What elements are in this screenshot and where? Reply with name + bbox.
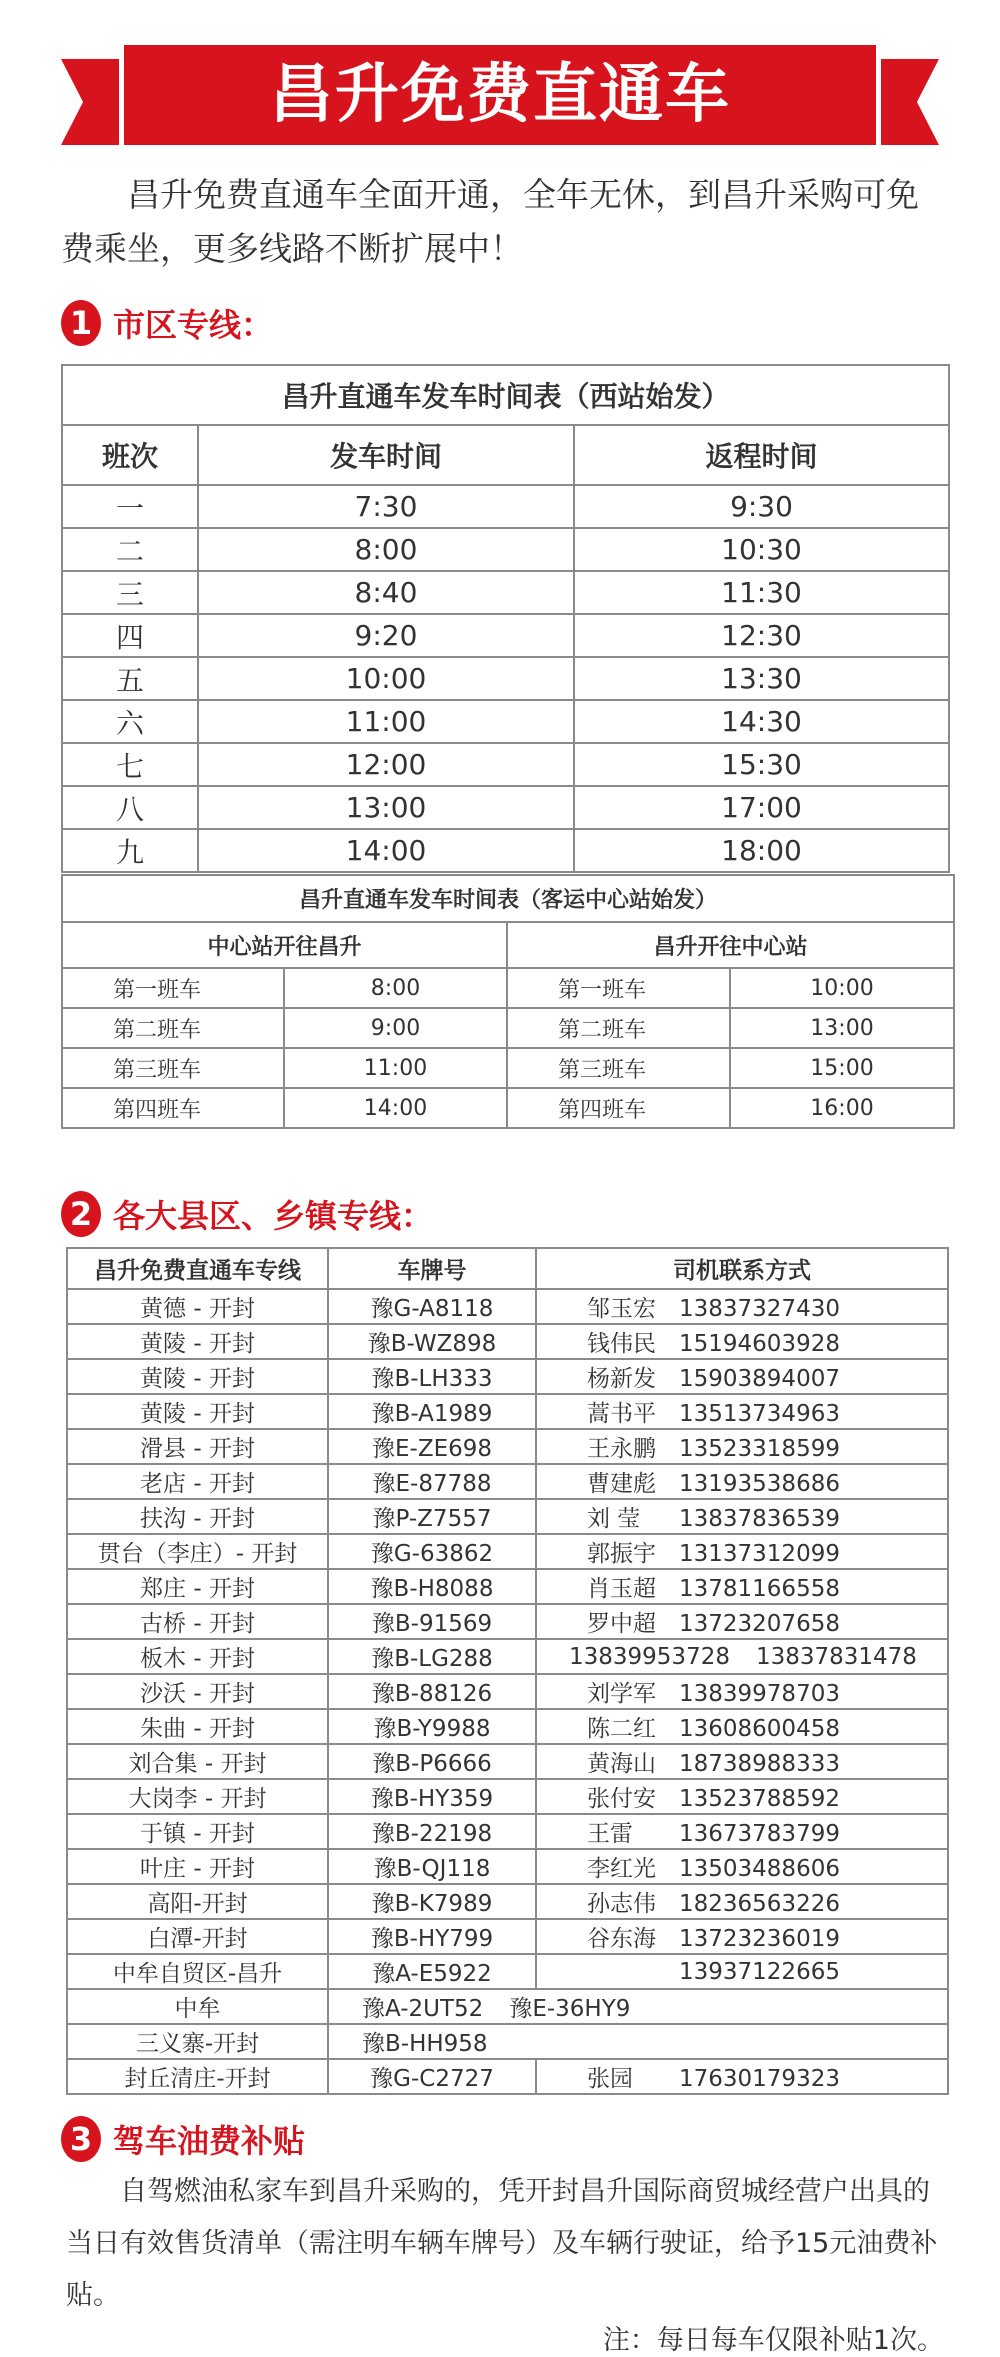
table-cell: 豫B-H8088	[328, 1569, 536, 1604]
table-row	[62, 1088, 954, 1128]
table-row	[67, 1464, 948, 1499]
intro-paragraph	[61, 168, 941, 276]
table-cell	[536, 1709, 948, 1744]
table-cell: 豫E-ZE698	[328, 1429, 536, 1464]
table-cell	[536, 1289, 948, 1324]
table-row	[67, 1674, 948, 1709]
driver-name: 王雷	[587, 1821, 633, 1847]
table-cell: 豫A-E5922	[328, 1954, 536, 1989]
table-cell: 7:30	[198, 485, 574, 528]
phone-number: 13503488606	[679, 1856, 840, 1882]
table-cell: 8:00	[198, 528, 574, 571]
table-cell: 8:00	[284, 968, 507, 1008]
column-header: 昌升免费直通车专线	[67, 1248, 328, 1289]
ribbon-tail-right	[881, 59, 939, 145]
phone-number: 13781166558	[679, 1576, 840, 1602]
table-cell: 大岗李 - 开封	[67, 1779, 328, 1814]
phone-number: 15903894007	[679, 1366, 840, 1392]
table-cell: 豫B-HY359	[328, 1779, 536, 1814]
table-cell: 贯台（李庄）- 开封	[67, 1534, 328, 1569]
table-cell: 六	[62, 700, 198, 743]
table-row	[67, 1569, 948, 1604]
table-row	[62, 786, 949, 829]
table-cell: 15:30	[574, 743, 949, 786]
center-station-timetable	[61, 874, 955, 1129]
table-cell	[536, 1744, 948, 1779]
table-cell: 9:00	[284, 1008, 507, 1048]
table-cell	[536, 2059, 948, 2094]
section-title: 各大县区、乡镇专线：	[113, 1197, 434, 1235]
table-cell: 豫B-LH333	[328, 1359, 536, 1394]
table-cell: 11:00	[198, 700, 574, 743]
driver-name: 王永鹏	[587, 1436, 656, 1462]
driver-name: 陈二红	[587, 1716, 656, 1742]
table-cell: 九	[62, 829, 198, 872]
table-row	[67, 1989, 948, 2024]
table-cell: 豫B-K7989	[328, 1884, 536, 1919]
table-cell: 豫B-91569	[328, 1604, 536, 1639]
table-cell: 八	[62, 786, 198, 829]
table-cell: 13:30	[574, 657, 949, 700]
phone-number: 15194603928	[679, 1331, 840, 1357]
table-row	[62, 743, 949, 786]
table-cell	[536, 1814, 948, 1849]
table-cell: 老店 - 开封	[67, 1464, 328, 1499]
table-cell: 豫B-QJ118	[328, 1849, 536, 1884]
table-cell: 豫B-88126	[328, 1674, 536, 1709]
phone-number: 13839978703	[679, 1681, 840, 1707]
column-header: 车牌号	[328, 1248, 536, 1289]
phone-number: 18738988333	[679, 1751, 840, 1777]
phone-number: 13837836539	[679, 1506, 840, 1532]
table-cell	[536, 1779, 948, 1814]
table-title: 昌升直通车发车时间表（西站始发）	[62, 365, 949, 425]
phone-number: 18236563226	[679, 1891, 840, 1917]
table-cell: 第三班车	[62, 1048, 284, 1088]
driver-name: 刘学军	[587, 1681, 656, 1707]
table-cell	[536, 1674, 948, 1709]
table-row	[62, 1008, 954, 1048]
section-heading-subsidy	[61, 2114, 305, 2164]
table-cell	[328, 2024, 948, 2059]
phone-number: 13608600458	[679, 1716, 840, 1742]
table-cell: 13:00	[730, 1008, 954, 1048]
plate-number: 豫A-2UT52	[362, 1996, 484, 2022]
table-row	[62, 968, 954, 1008]
phone-number: 13673783799	[679, 1821, 840, 1847]
table-row	[67, 1849, 948, 1884]
driver-name: 刘 莹	[587, 1506, 641, 1532]
section-number-badge: 1	[61, 300, 101, 346]
table-cell: 五	[62, 657, 198, 700]
table-cell	[536, 1569, 948, 1604]
table-cell: 扶沟 - 开封	[67, 1499, 328, 1534]
table-cell	[328, 1989, 948, 2024]
table-cell	[536, 1884, 948, 1919]
table-cell: 豫G-63862	[328, 1534, 536, 1569]
county-routes-table	[66, 1247, 949, 2095]
table-row	[62, 485, 949, 528]
table-row	[62, 528, 949, 571]
table-cell: 10:00	[198, 657, 574, 700]
table-cell: 沙沃 - 开封	[67, 1674, 328, 1709]
table-cell: 12:00	[198, 743, 574, 786]
table-cell: 高阳-开封	[67, 1884, 328, 1919]
table-cell: 一	[62, 485, 198, 528]
table-cell: 8:40	[198, 571, 574, 614]
phone-number: 13839953728	[569, 1643, 730, 1670]
table-title: 昌升直通车发车时间表（客运中心站始发）	[62, 875, 954, 922]
column-header: 昌升开往中心站	[507, 922, 954, 968]
table-cell: 13:00	[198, 786, 574, 829]
table-row	[67, 1499, 948, 1534]
table-cell: 11:30	[574, 571, 949, 614]
column-header: 班次	[62, 425, 198, 485]
table-cell: 于镇 - 开封	[67, 1814, 328, 1849]
table-cell: 12:30	[574, 614, 949, 657]
phone-number: 13723236019	[679, 1926, 840, 1952]
table-cell: 14:00	[198, 829, 574, 872]
driver-name: 罗中超	[587, 1611, 656, 1637]
table-cell: 豫B-22198	[328, 1814, 536, 1849]
table-cell: 板木 - 开封	[67, 1639, 328, 1674]
driver-name: 孙志伟	[587, 1891, 656, 1917]
table-cell: 豫E-87788	[328, 1464, 536, 1499]
subsidy-text: 自驾燃油私家车到昌升采购的，凭开封昌升国际商贸城经营户出具的当日有效售货清单（需注明车辆车牌号）及车辆行驶证，给予15元油费补贴。	[66, 2176, 938, 2311]
intro-text: 昌升免费直通车全面开通，全年无休，到昌升采购可免费乘坐，更多线路不断扩展中！	[61, 175, 919, 268]
table-row	[67, 1289, 948, 1324]
table-cell: 豫G-C2727	[328, 2059, 536, 2094]
table-row	[67, 2059, 948, 2094]
table-cell	[536, 1429, 948, 1464]
table-cell: 封丘清庄-开封	[67, 2059, 328, 2094]
driver-name: 郭振宇	[587, 1541, 656, 1567]
table-row	[67, 1429, 948, 1464]
phone-number: 13523788592	[679, 1786, 840, 1812]
table-cell: 15:00	[730, 1048, 954, 1088]
title-banner	[61, 45, 939, 145]
table-cell: 刘合集 - 开封	[67, 1744, 328, 1779]
table-cell: 中牟	[67, 1989, 328, 2024]
table-row	[67, 1534, 948, 1569]
driver-name: 邹玉宏	[587, 1296, 656, 1322]
table-row	[67, 1604, 948, 1639]
table-cell: 16:00	[730, 1088, 954, 1128]
table-cell: 第一班车	[507, 968, 730, 1008]
table-row	[67, 1639, 948, 1674]
phone-number: 13137312099	[679, 1541, 840, 1567]
phone-number: 13523318599	[679, 1436, 840, 1462]
table-row	[62, 571, 949, 614]
table-cell: 豫B-P6666	[328, 1744, 536, 1779]
table-cell: 9:20	[198, 614, 574, 657]
table-row	[67, 1394, 948, 1429]
table-cell: 豫B-LG288	[328, 1639, 536, 1674]
table-cell: 第四班车	[507, 1088, 730, 1128]
driver-name: 钱伟民	[587, 1331, 656, 1357]
table-row	[67, 1359, 948, 1394]
table-cell: 17:00	[574, 786, 949, 829]
phone-number: 13193538686	[679, 1471, 840, 1497]
table-cell: 豫B-WZ898	[328, 1324, 536, 1359]
table-row	[67, 1779, 948, 1814]
table-cell: 黄陵 - 开封	[67, 1394, 328, 1429]
table-cell: 滑县 - 开封	[67, 1429, 328, 1464]
table-cell	[536, 1639, 948, 1674]
column-header: 返程时间	[574, 425, 949, 485]
column-header: 司机联系方式	[536, 1248, 948, 1289]
table-cell: 9:30	[574, 485, 949, 528]
table-row	[67, 1919, 948, 1954]
table-row	[67, 2024, 948, 2059]
column-header: 中心站开往昌升	[62, 922, 507, 968]
table-cell: 第四班车	[62, 1088, 284, 1128]
table-cell: 11:00	[284, 1048, 507, 1088]
ribbon-tail-left	[61, 59, 119, 145]
table-cell	[536, 1604, 948, 1639]
table-cell: 四	[62, 614, 198, 657]
table-cell: 二	[62, 528, 198, 571]
section-title: 驾车油费补贴	[113, 2122, 306, 2160]
table-cell: 白潭-开封	[67, 1919, 328, 1954]
west-station-timetable	[61, 364, 950, 873]
table-cell: 黄陵 - 开封	[67, 1359, 328, 1394]
table-row	[67, 1814, 948, 1849]
table-cell	[536, 1849, 948, 1884]
section-title: 市区专线：	[113, 306, 274, 344]
table-row	[67, 1884, 948, 1919]
phone-number: 17630179323	[679, 2066, 840, 2092]
page-title: 昌升免费直通车	[124, 45, 876, 145]
driver-name: 蒿书平	[587, 1401, 656, 1427]
table-cell: 七	[62, 743, 198, 786]
subsidy-note: 注：每日每车仅限补贴1次。	[602, 2325, 944, 2356]
plate-number: 豫B-HH958	[362, 2031, 488, 2057]
table-cell: 第二班车	[62, 1008, 284, 1048]
section-number-badge: 2	[61, 1191, 101, 1237]
table-cell	[536, 1464, 948, 1499]
table-cell: 18:00	[574, 829, 949, 872]
table-cell	[536, 1359, 948, 1394]
table-cell	[536, 1499, 948, 1534]
table-row	[67, 1709, 948, 1744]
column-header: 发车时间	[198, 425, 574, 485]
table-cell: 朱曲 - 开封	[67, 1709, 328, 1744]
table-cell: 郑庄 - 开封	[67, 1569, 328, 1604]
table-cell: 古桥 - 开封	[67, 1604, 328, 1639]
table-cell: 中牟自贸区-昌升	[67, 1954, 328, 1989]
driver-name: 肖玉超	[587, 1576, 656, 1602]
table-cell: 叶庄 - 开封	[67, 1849, 328, 1884]
table-cell: 黄陵 - 开封	[67, 1324, 328, 1359]
table-row	[62, 614, 949, 657]
table-cell: 豫B-A1989	[328, 1394, 536, 1429]
table-cell: 豫B-HY799	[328, 1919, 536, 1954]
phone-number: 13837327430	[679, 1296, 840, 1322]
section-heading-county	[61, 1189, 433, 1239]
table-row	[67, 1954, 948, 1989]
table-cell: 10:30	[574, 528, 949, 571]
table-cell: 三	[62, 571, 198, 614]
subsidy-paragraph	[66, 2166, 946, 2322]
table-cell: 三义寨-开封	[67, 2024, 328, 2059]
phone-number: 13937122665	[679, 1958, 840, 1985]
table-row	[62, 700, 949, 743]
table-row	[62, 657, 949, 700]
table-cell: 第二班车	[507, 1008, 730, 1048]
table-cell	[536, 1324, 948, 1359]
driver-name: 谷东海	[587, 1926, 656, 1952]
section-number-badge: 3	[61, 2116, 101, 2162]
table-cell	[536, 1534, 948, 1569]
table-cell: 14:00	[284, 1088, 507, 1128]
table-cell: 豫G-A8118	[328, 1289, 536, 1324]
table-row	[67, 1744, 948, 1779]
driver-name: 张付安	[587, 1786, 656, 1812]
table-cell: 黄德 - 开封	[67, 1289, 328, 1324]
driver-name: 张园	[587, 2066, 633, 2092]
table-row	[62, 1048, 954, 1088]
table-row	[67, 1324, 948, 1359]
table-cell	[536, 1954, 948, 1989]
table-cell: 第一班车	[62, 968, 284, 1008]
table-cell: 14:30	[574, 700, 949, 743]
table-cell: 豫B-Y9988	[328, 1709, 536, 1744]
driver-name: 李红光	[587, 1856, 656, 1882]
driver-name: 杨新发	[587, 1366, 656, 1392]
table-cell: 第三班车	[507, 1048, 730, 1088]
table-cell: 豫P-Z7557	[328, 1499, 536, 1534]
table-cell	[536, 1394, 948, 1429]
phone-number: 13837831478	[755, 1643, 917, 1670]
phone-number: 13513734963	[679, 1401, 840, 1427]
table-cell: 10:00	[730, 968, 954, 1008]
section-heading-city	[61, 298, 273, 348]
table-cell	[536, 1919, 948, 1954]
table-row	[62, 829, 949, 872]
driver-name: 黄海山	[587, 1751, 656, 1777]
driver-name: 曹建彪	[587, 1471, 656, 1497]
phone-number: 13723207658	[679, 1611, 840, 1637]
plate-number: 豫E-36HY9	[509, 1996, 631, 2022]
